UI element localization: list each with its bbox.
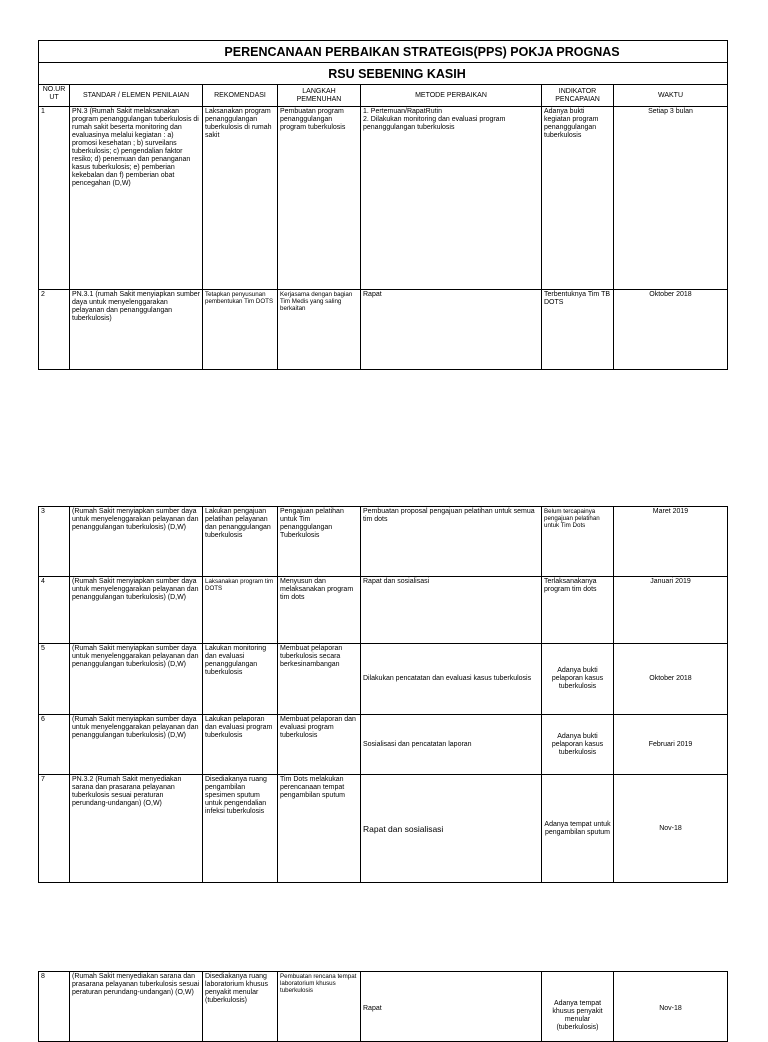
header-no: NO.URUT: [39, 85, 70, 107]
header-standar: STANDAR / ELEMEN PENILAIAN: [70, 85, 203, 107]
pps-table-part-3: [38, 971, 728, 1042]
table-row: [39, 107, 728, 290]
row-langkah: Membuat pelaporan tuberkulosis secara berkesinambangan: [278, 644, 361, 715]
row-waktu: Januari 2019: [614, 577, 728, 644]
table-row: [39, 507, 728, 577]
row-rekomendasi: Disediakanya ruang pengambilan spesimen sputum untuk pengendalian infeksi tuberkulosis: [203, 775, 278, 883]
row-indikator: Adanya tempat untuk pengambilan sputum: [542, 775, 614, 883]
row-metode: Rapat: [361, 290, 542, 370]
row-indikator: Terlaksanakanya program tim dots: [542, 577, 614, 644]
row-standar: (Rumah Sakit menyiapkan sumber daya untuk menyelenggarakan pelayanan dan penanggulangan tuberkulosis) (D,W): [70, 577, 203, 644]
row-standar: (Rumah Sakit menyiapkan sumber daya untuk menyelenggarakan pelayanan dan penanggulangan tuberkulosis) (D,W): [70, 507, 203, 577]
pps-table-part-1: [38, 40, 728, 370]
row-no: 6: [39, 715, 70, 775]
document-title: PERENCANAAN PERBAIKAN STRATEGIS(PPS) POKJA PROGNAS: [39, 41, 728, 63]
row-standar: PN.3.1 (rumah Sakit menyiapkan sumber daya untuk menyelenggarakan pelayanan dan penanggulangan tuberkulosis): [70, 290, 203, 370]
row-standar: (Rumah Sakit menyediakan sarana dan prasarana pelayanan tuberkulosis sesuai peraturan perundang-undangan) (O,W): [70, 972, 203, 1042]
row-no: 3: [39, 507, 70, 577]
row-langkah: Menyusun dan melaksanakan program tim dots: [278, 577, 361, 644]
row-langkah: Pembuatan rencana tempat laboratorium khusus tuberkulosis: [278, 972, 361, 1042]
row-metode: 1. Pertemuan/RapatRutin 2. Dilakukan monitoring dan evaluasi program penanggulangan tuberkulosis: [361, 107, 542, 290]
row-rekomendasi: Laksanakan program tim DOTS: [203, 577, 278, 644]
row-rekomendasi: Laksanakan program penanggulangan tuberkulosis di rumah sakit: [203, 107, 278, 290]
row-waktu: Februari 2019: [614, 715, 728, 775]
row-rekomendasi: Lakukan pengajuan pelatihan pelayanan dan penanggulangan tuberkulosis: [203, 507, 278, 577]
row-metode: Rapat dan sosialisasi: [361, 775, 542, 883]
row-indikator: Adanya bukti kegiatan program penanggulangan tuberkulosis: [542, 107, 614, 290]
row-standar: (Rumah Sakit menyiapkan sumber daya untuk menyelenggarakan pelayanan dan penanggulangan tuberkulosis) (D,W): [70, 715, 203, 775]
hospital-name: RSU SEBENING KASIH: [39, 63, 728, 85]
pps-table-part-2: [38, 506, 728, 883]
table-row: [39, 644, 728, 715]
row-standar: PN.3 (Rumah Sakit melaksanakan program penanggulangan tuberkulosis di rumah sakit beserta monitoring dan evaluasinya melalui kegiatan : a) promosi kesehatan ; b) surveilans tuberkulosis; c) pengendalian faktor resiko; d) penemuan dan penanganan kasus tuberkulosis; e) pemberian kekebalan dan f) pemberian obat pencegahan (D,W): [70, 107, 203, 290]
table-row: [39, 577, 728, 644]
row-waktu: Nov-18: [614, 972, 728, 1042]
row-langkah: Membuat pelaporan dan evaluasi program tuberkulosis: [278, 715, 361, 775]
row-metode: Sosialisasi dan pencatatan laporan: [361, 715, 542, 775]
row-no: 4: [39, 577, 70, 644]
row-no: 2: [39, 290, 70, 370]
row-langkah: Pembuatan program penanggulangan program tuberkulosis: [278, 107, 361, 290]
row-indikator: Adanya tempat khusus penyakit menular (tuberkulosis): [542, 972, 614, 1042]
row-metode: Dilakukan pencatatan dan evaluasi kasus tuberkulosis: [361, 644, 542, 715]
row-no: 7: [39, 775, 70, 883]
row-rekomendasi: Tetapkan penyusunan pembentukan Tim DOTS: [203, 290, 278, 370]
row-waktu: Oktober 2018: [614, 644, 728, 715]
row-langkah: Kerjasama dengan bagian Tim Medis yang saling berkaitan: [278, 290, 361, 370]
row-langkah: Pengajuan pelatihan untuk Tim penanggulangan Tuberkulosis: [278, 507, 361, 577]
table-row: [39, 775, 728, 883]
row-indikator: Terbentuknya Tim TB DOTS: [542, 290, 614, 370]
table-row: [39, 290, 728, 370]
row-waktu: Oktober 2018: [614, 290, 728, 370]
row-no: 1: [39, 107, 70, 290]
header-rekomendasi: REKOMENDASI: [203, 85, 278, 107]
row-indikator: Adanya bukti pelaporan kasus tuberkulosis: [542, 715, 614, 775]
row-langkah: Tim Dots melakukan perencanaan tempat pengambilan sputum: [278, 775, 361, 883]
row-metode: Pembuatan proposal pengajuan pelatihan untuk semua tim dots: [361, 507, 542, 577]
row-indikator: Adanya bukti pelaporan kasus tuberkulosis: [542, 644, 614, 715]
row-rekomendasi: Disediakanya ruang laboratorium khusus penyakit menular (tuberkulosis): [203, 972, 278, 1042]
row-rekomendasi: Lakukan pelaporan dan evaluasi program tuberkulosis: [203, 715, 278, 775]
row-indikator: Belum tercapainya pengajuan pelatihan untuk Tim Dots: [542, 507, 614, 577]
header-waktu: WAKTU: [614, 85, 728, 107]
header-langkah: LANGKAH PEMENUHAN: [278, 85, 361, 107]
row-metode: Rapat: [361, 972, 542, 1042]
row-waktu: Maret 2019: [614, 507, 728, 577]
table-row: [39, 715, 728, 775]
row-rekomendasi: Lakukan monitoring dan evaluasi penanggulangan tuberkulosis: [203, 644, 278, 715]
table-header: [39, 85, 728, 107]
row-standar: PN.3.2 (Rumah Sakit menyediakan sarana dan prasarana pelayanan tuberkulosis sesuai peraturan perundang-undangan) (O,W): [70, 775, 203, 883]
row-waktu: Nov-18: [614, 775, 728, 883]
table-row: [39, 972, 728, 1042]
row-standar: (Rumah Sakit menyiapkan sumber daya untuk menyelenggarakan pelayanan dan penanggulangan tuberkulosis) (D,W): [70, 644, 203, 715]
header-metode: METODE PERBAIKAN: [361, 85, 542, 107]
row-metode: Rapat dan sosialisasi: [361, 577, 542, 644]
row-no: 5: [39, 644, 70, 715]
row-waktu: Setiap 3 bulan: [614, 107, 728, 290]
row-no: 8: [39, 972, 70, 1042]
header-indikator: INDIKATOR PENCAPAIAN: [542, 85, 614, 107]
